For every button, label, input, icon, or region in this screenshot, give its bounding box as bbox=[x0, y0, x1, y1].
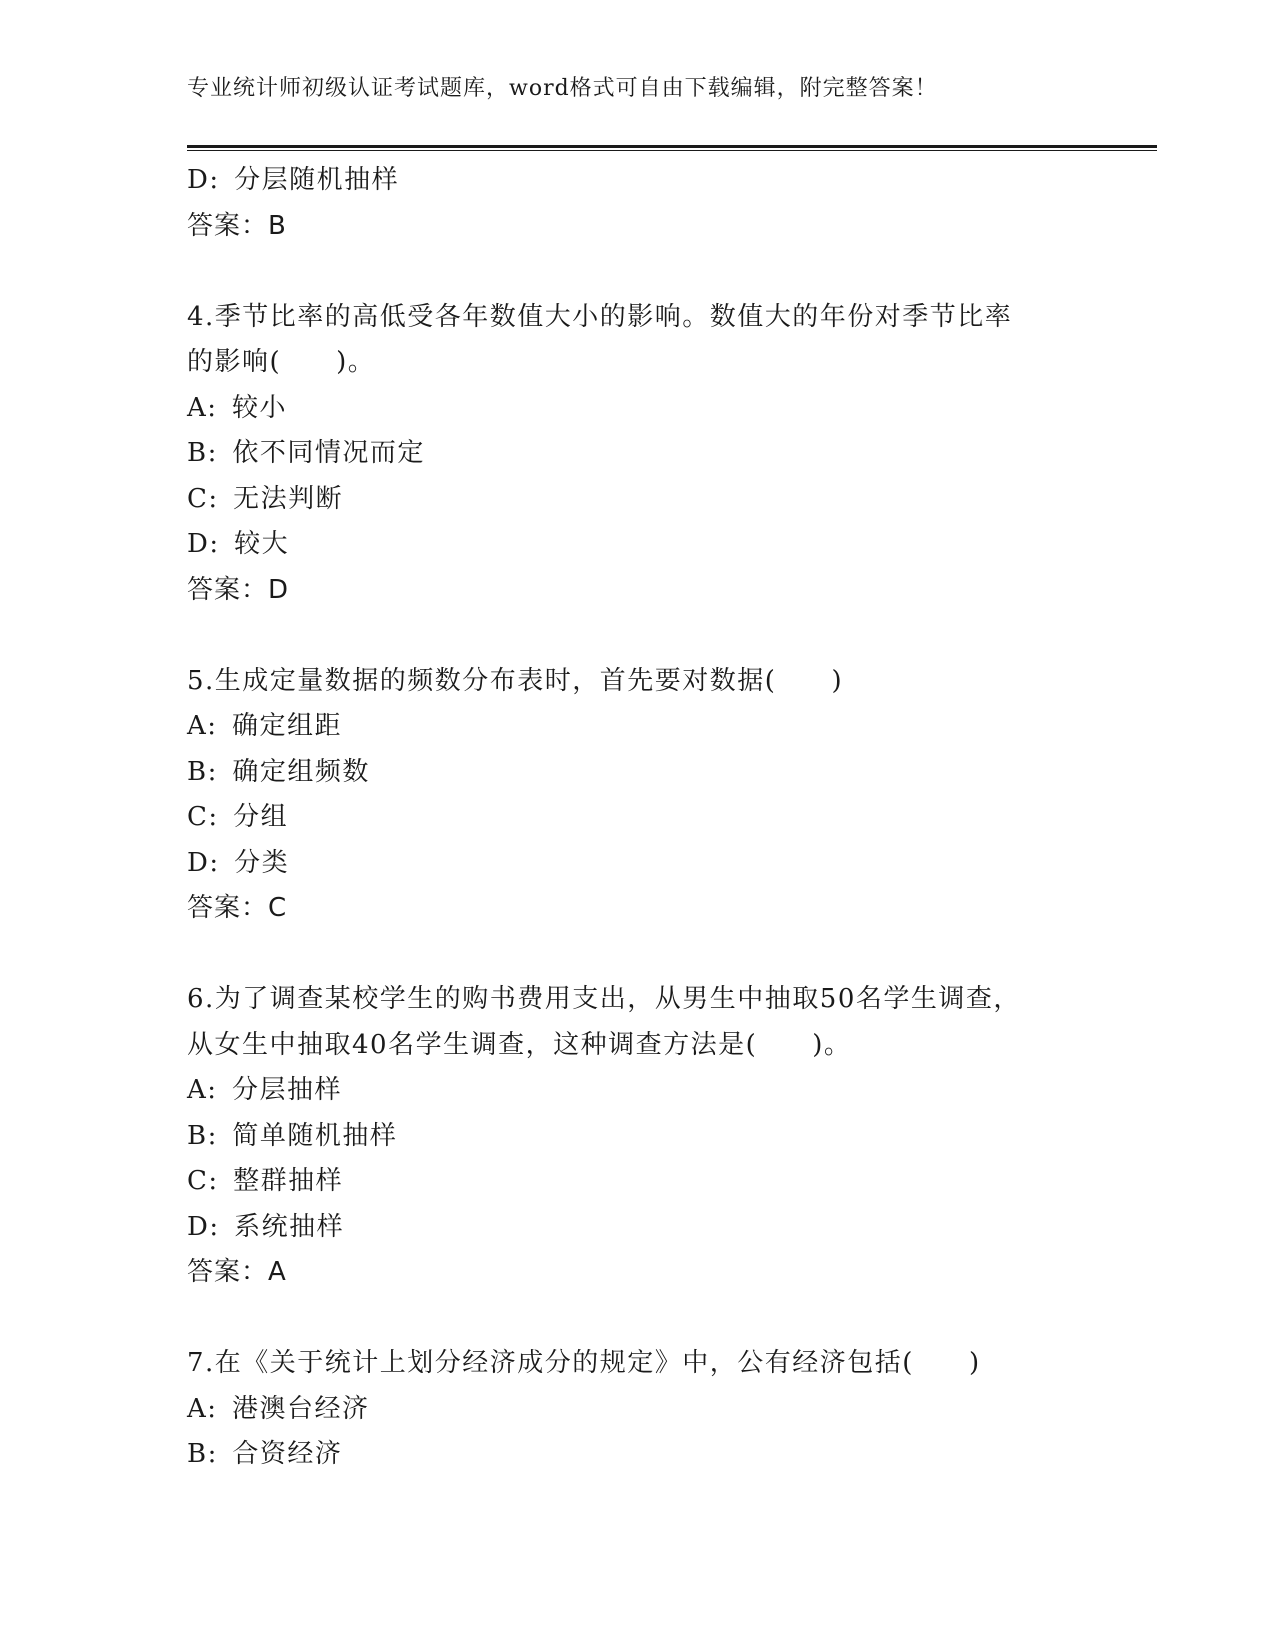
option-a bbox=[187, 704, 1087, 750]
option-b bbox=[187, 1114, 1087, 1160]
option-text: 确定组频数 bbox=[232, 756, 370, 787]
answer-label: 答案： bbox=[187, 893, 269, 923]
option-label: A: bbox=[187, 1075, 218, 1105]
option-label: D: bbox=[187, 165, 220, 195]
answer-value: B bbox=[268, 210, 287, 241]
option-text: 合资经济 bbox=[232, 1439, 343, 1469]
answer-line bbox=[187, 568, 1087, 614]
option-label: D: bbox=[187, 847, 220, 878]
option-text: 分组 bbox=[233, 802, 289, 832]
option-b bbox=[187, 431, 1087, 477]
answer-line bbox=[187, 204, 1087, 250]
option-text: 分层随机抽样 bbox=[234, 165, 400, 195]
option-text: 依不同情况而定 bbox=[232, 438, 425, 468]
answer-label: 答案： bbox=[187, 1257, 269, 1287]
option-text: 较小 bbox=[232, 392, 288, 423]
option-a bbox=[187, 1068, 1087, 1114]
option-d bbox=[187, 158, 1087, 204]
option-label: D: bbox=[187, 1211, 220, 1242]
question-text-line: 从女生中抽取40名学生调查，这种调查方法是( )。 bbox=[187, 1029, 852, 1060]
option-c bbox=[187, 1159, 1087, 1205]
option-label: A: bbox=[187, 711, 218, 741]
option-label: A: bbox=[187, 1393, 218, 1424]
answer-label: 答案： bbox=[187, 210, 269, 241]
option-label: C: bbox=[187, 483, 219, 514]
answer-value: D bbox=[268, 574, 290, 605]
answer-value: A bbox=[268, 1257, 287, 1287]
option-label: C: bbox=[187, 1166, 219, 1196]
option-d bbox=[187, 522, 1087, 568]
option-label: B: bbox=[187, 438, 218, 468]
answer-line bbox=[187, 1250, 1087, 1296]
option-text: 简单随机抽样 bbox=[232, 1120, 398, 1151]
option-text: 分层抽样 bbox=[232, 1075, 343, 1105]
question-text-line: 4.季节比率的高低受各年数值大小的影响。数值大的年份对季节比率 bbox=[187, 301, 1013, 332]
option-text: 港澳台经济 bbox=[232, 1393, 370, 1424]
option-label: B: bbox=[187, 1439, 218, 1469]
answer-value: C bbox=[268, 893, 288, 923]
option-text: 确定组距 bbox=[232, 711, 343, 741]
option-text: 系统抽样 bbox=[234, 1211, 345, 1242]
answer-label: 答案： bbox=[187, 574, 269, 605]
question-text-line: 7.在《关于统计上划分经济成分的规定》中，公有经济包括( ) bbox=[187, 1348, 981, 1378]
option-text: 整群抽样 bbox=[233, 1166, 344, 1196]
question-text-line: 5.生成定量数据的频数分布表时，首先要对数据( ) bbox=[187, 665, 844, 696]
answer-line bbox=[187, 886, 1087, 932]
option-label: C: bbox=[187, 802, 219, 832]
question-list bbox=[187, 158, 1087, 1478]
option-text: 无法判断 bbox=[233, 483, 344, 514]
option-c bbox=[187, 477, 1087, 523]
option-label: B: bbox=[187, 1120, 218, 1151]
header-rule-thin bbox=[187, 150, 1157, 151]
option-d bbox=[187, 1205, 1087, 1251]
option-text: 较大 bbox=[234, 529, 290, 559]
option-a bbox=[187, 386, 1087, 432]
option-b bbox=[187, 750, 1087, 796]
question-text-line: 6.为了调查某校学生的购书费用支出，从男生中抽取50名学生调查， bbox=[187, 984, 1021, 1014]
page-header: 专业统计师初级认证考试题库，word格式可自由下载编辑，附完整答案！ bbox=[187, 76, 938, 101]
option-label: D: bbox=[187, 529, 220, 559]
option-label: B: bbox=[187, 756, 218, 787]
option-d bbox=[187, 841, 1087, 887]
option-label: A: bbox=[187, 392, 218, 423]
option-b bbox=[187, 1432, 1087, 1478]
option-c bbox=[187, 795, 1087, 841]
option-a bbox=[187, 1387, 1087, 1433]
option-text: 分类 bbox=[234, 847, 290, 878]
header-rule-thick bbox=[187, 145, 1157, 148]
question-text-line: 的影响( )。 bbox=[187, 347, 376, 377]
